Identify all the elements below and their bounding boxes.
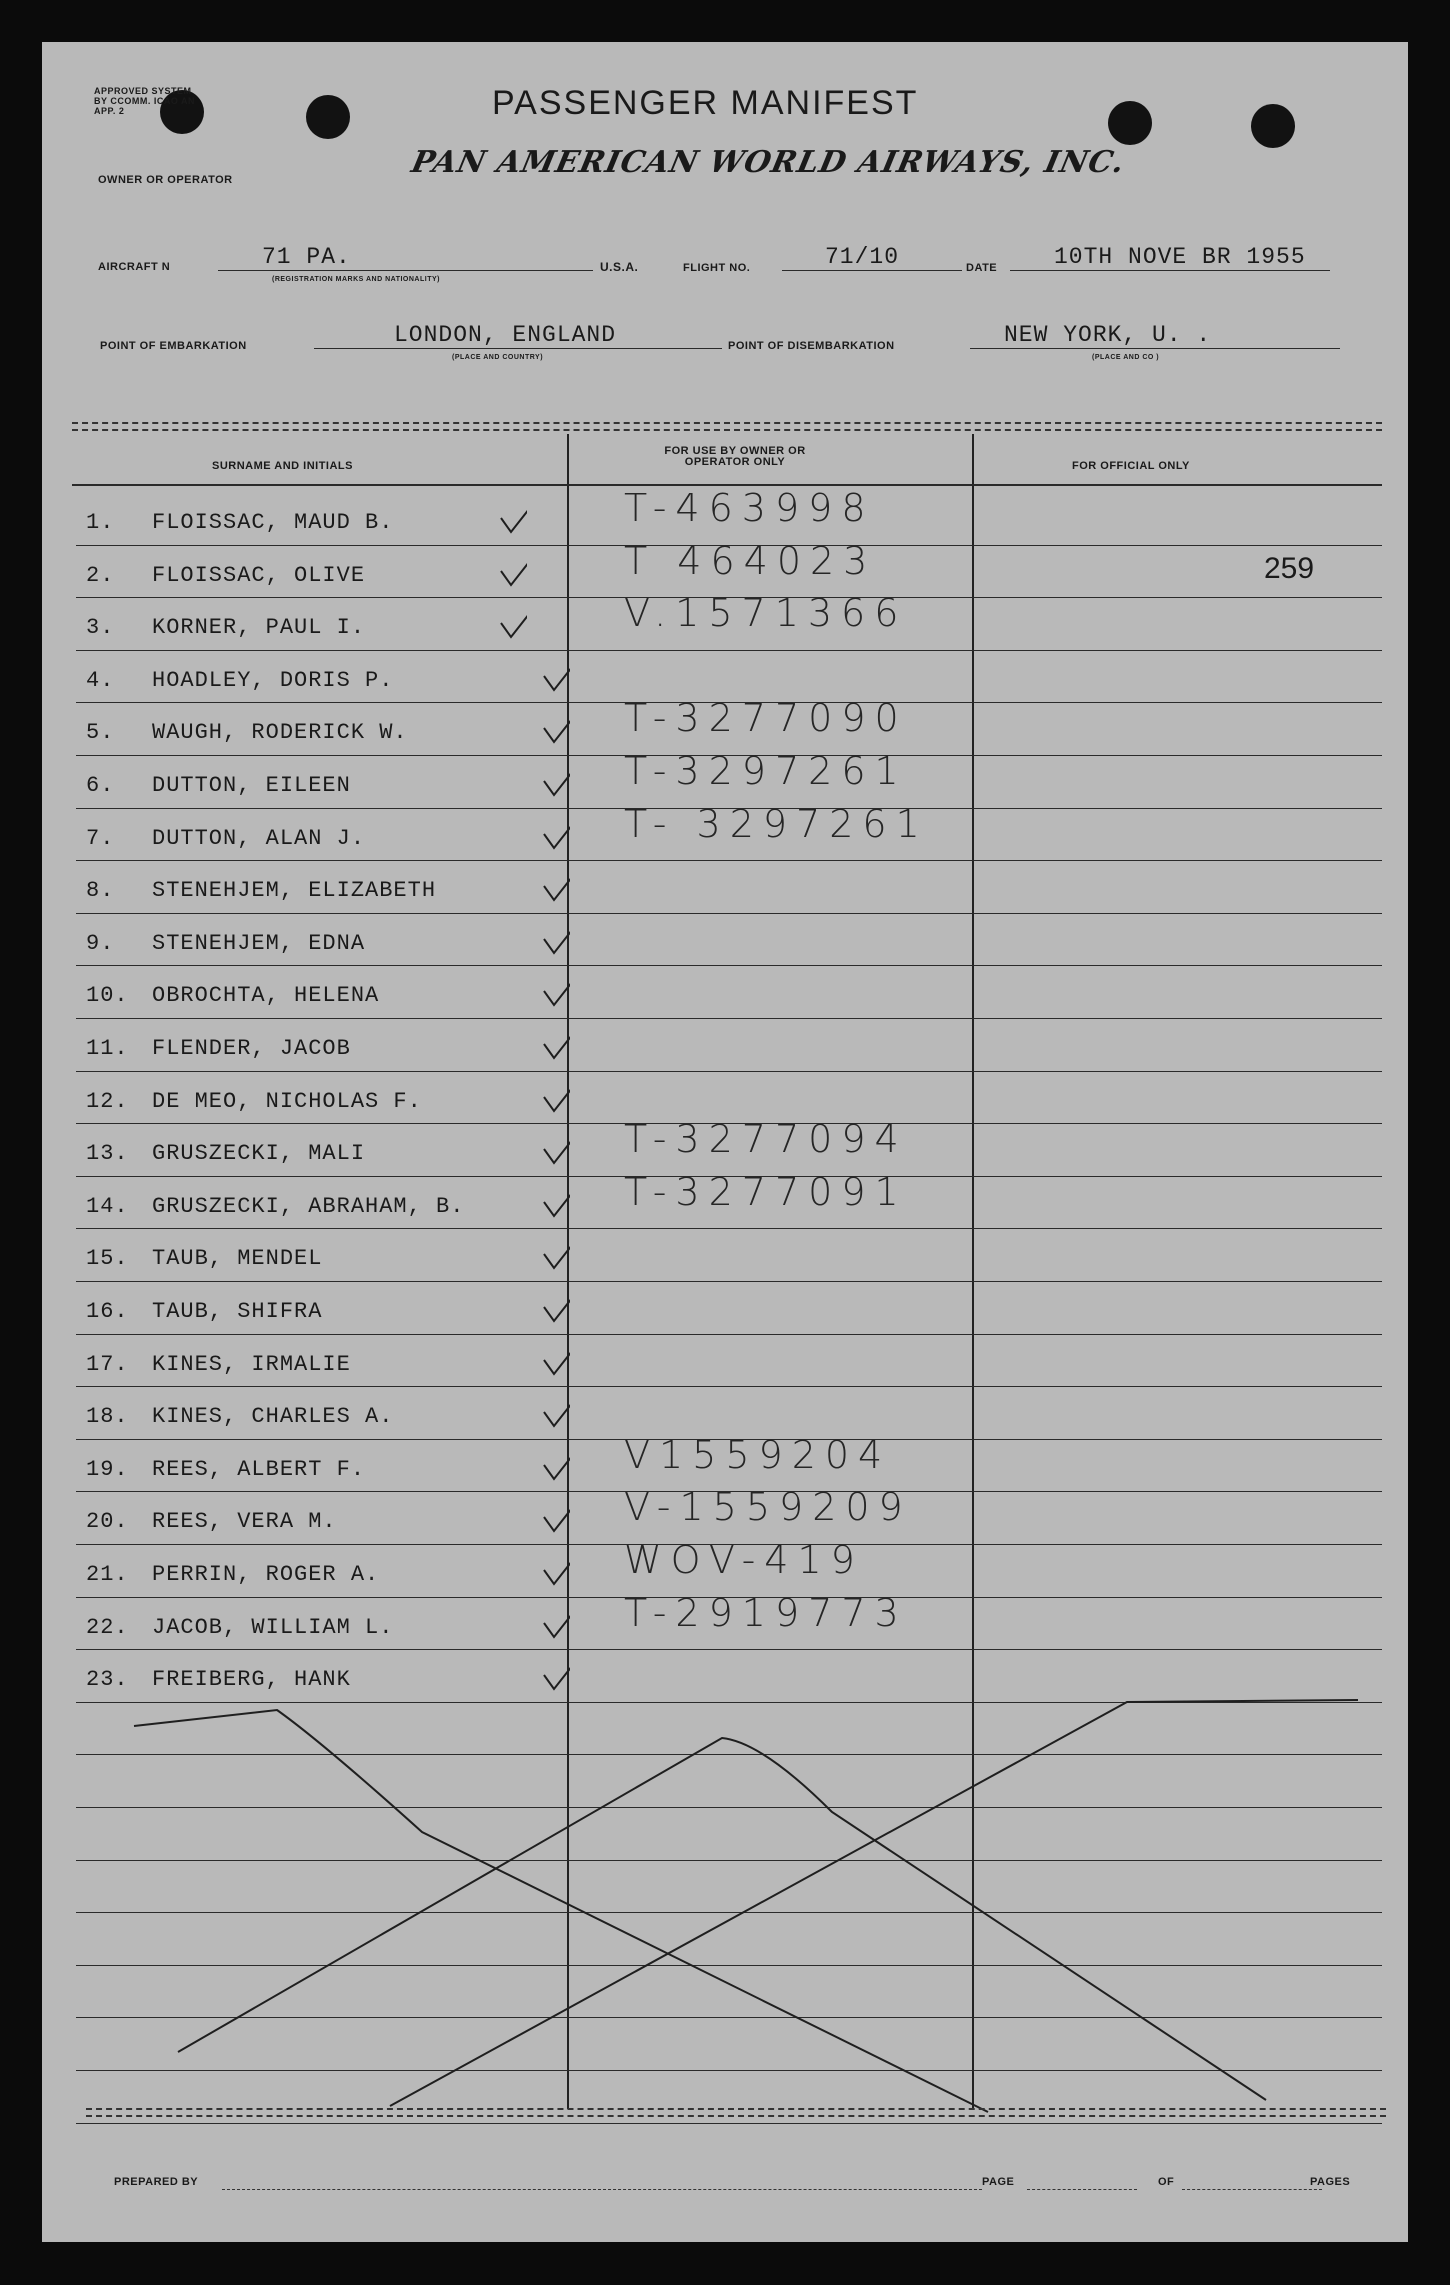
passenger-name: OBROCHTA, HELENA — [152, 983, 380, 1008]
ticket-number: T 464023 — [624, 539, 877, 583]
usa-label: U.S.A. — [600, 260, 639, 274]
ticket-number: T-3277094 — [624, 1117, 908, 1161]
ticket-number: V1559204 — [624, 1433, 892, 1477]
disembark-value: NEW YORK, U. . — [1004, 322, 1212, 348]
owner-label: OWNER OR OPERATOR — [98, 174, 233, 186]
embark-value: LONDON, ENGLAND — [394, 322, 617, 348]
passenger-name: KINES, IRMALIE — [152, 1352, 351, 1377]
company-name: PAN AMERICAN WORLD AIRWAYS, INC. — [408, 145, 1129, 180]
ticket-number: T-3297261 — [624, 749, 908, 793]
embark-label: POINT OF EMBARKATION — [100, 340, 247, 352]
passenger-number: 3. — [86, 615, 115, 640]
manifest-sheet — [42, 42, 1408, 2242]
column-header-official: FOR OFFICIAL ONLY — [1072, 460, 1190, 472]
passenger-name: STENEHJEM, ELIZABETH — [152, 878, 437, 903]
cancel-strokes — [42, 42, 1408, 2242]
passenger-number: 6. — [86, 773, 115, 798]
passenger-name: REES, VERA M. — [152, 1509, 337, 1534]
passenger-name: TAUB, MENDEL — [152, 1246, 323, 1271]
page-title: PASSENGER MANIFEST — [492, 84, 919, 122]
ticket-number: T- 3297261 — [624, 802, 929, 846]
flight-value: 71/10 — [825, 244, 900, 270]
passenger-name: REES, ALBERT F. — [152, 1457, 366, 1482]
passenger-number: 10. — [86, 983, 129, 1008]
passenger-number: 1. — [86, 510, 115, 535]
passenger-name: GRUSZECKI, MALI — [152, 1141, 366, 1166]
pages-label: PAGES — [1310, 2176, 1351, 2188]
passenger-number: 22. — [86, 1615, 129, 1640]
flight-label: FLIGHT NO. — [683, 262, 751, 274]
passenger-name: FREIBERG, HANK — [152, 1667, 351, 1692]
passenger-number: 23. — [86, 1667, 129, 1692]
approval-note: APPROVED SYSTEM BY CCOMM. ICAO AN APP. 2 — [94, 86, 196, 116]
disembark-label: POINT OF DISEMBARKATION — [728, 340, 895, 352]
passenger-name: HOADLEY, DORIS P. — [152, 668, 394, 693]
ticket-number: WOV-419 — [624, 1538, 864, 1582]
passenger-name: JACOB, WILLIAM L. — [152, 1615, 394, 1640]
of-label: OF — [1158, 2176, 1175, 2188]
passenger-number: 8. — [86, 878, 115, 903]
passenger-name: TAUB, SHIFRA — [152, 1299, 323, 1324]
ticket-number: T-463998 — [624, 486, 875, 530]
column-header-owner: FOR USE BY OWNER OR OPERATOR ONLY — [664, 445, 806, 468]
aircraft-value: 71 PA. — [262, 244, 351, 270]
passenger-number: 5. — [86, 720, 115, 745]
ticket-number: T-2919773 — [624, 1591, 908, 1635]
passenger-number: 14. — [86, 1194, 129, 1219]
passenger-number: 16. — [86, 1299, 129, 1324]
place-caption: (PLACE AND COUNTRY) — [452, 354, 544, 361]
page-label: PAGE — [982, 2176, 1015, 2188]
passenger-number: 9. — [86, 931, 115, 956]
passenger-number: 15. — [86, 1246, 129, 1271]
ticket-number: T-3277091 — [624, 1170, 908, 1214]
passenger-name: KORNER, PAUL I. — [152, 615, 366, 640]
passenger-number: 2. — [86, 563, 115, 588]
passenger-number: 12. — [86, 1089, 129, 1114]
ticket-number: V.1571366 — [624, 591, 908, 635]
passenger-number: 19. — [86, 1457, 129, 1482]
passenger-name: DUTTON, ALAN J. — [152, 826, 366, 851]
ticket-number: V-1559209 — [624, 1485, 912, 1529]
passenger-name: FLOISSAC, OLIVE — [152, 563, 366, 588]
passenger-number: 4. — [86, 668, 115, 693]
date-label: DATE — [966, 262, 998, 274]
ticket-number: T-3277090 — [624, 696, 908, 740]
passenger-number: 20. — [86, 1509, 129, 1534]
passenger-name: DUTTON, EILEEN — [152, 773, 351, 798]
registration-caption: (REGISTRATION MARKS AND NATIONALITY) — [272, 276, 440, 283]
passenger-name: FLOISSAC, MAUD B. — [152, 510, 394, 535]
passenger-name: STENEHJEM, EDNA — [152, 931, 366, 956]
place-caption-2: (PLACE AND CO ) — [1092, 354, 1160, 361]
aircraft-label: AIRCRAFT N — [98, 261, 171, 273]
passenger-number: 18. — [86, 1404, 129, 1429]
prepared-by-label: PREPARED BY — [114, 2176, 199, 2188]
passenger-name: FLENDER, JACOB — [152, 1036, 351, 1061]
date-value: 10TH NOVE BR 1955 — [1054, 244, 1306, 270]
stamp-number: 259 — [1264, 552, 1315, 585]
passenger-name: KINES, CHARLES A. — [152, 1404, 394, 1429]
passenger-name: WAUGH, RODERICK W. — [152, 720, 408, 745]
passenger-name: PERRIN, ROGER A. — [152, 1562, 380, 1587]
passenger-name: DE MEO, NICHOLAS F. — [152, 1089, 422, 1114]
passenger-number: 11. — [86, 1036, 129, 1061]
passenger-number: 13. — [86, 1141, 129, 1166]
passenger-number: 7. — [86, 826, 115, 851]
column-header-surname: SURNAME AND INITIALS — [212, 460, 353, 472]
passenger-number: 17. — [86, 1352, 129, 1377]
passenger-number: 21. — [86, 1562, 129, 1587]
passenger-name: GRUSZECKI, ABRAHAM, B. — [152, 1194, 465, 1219]
